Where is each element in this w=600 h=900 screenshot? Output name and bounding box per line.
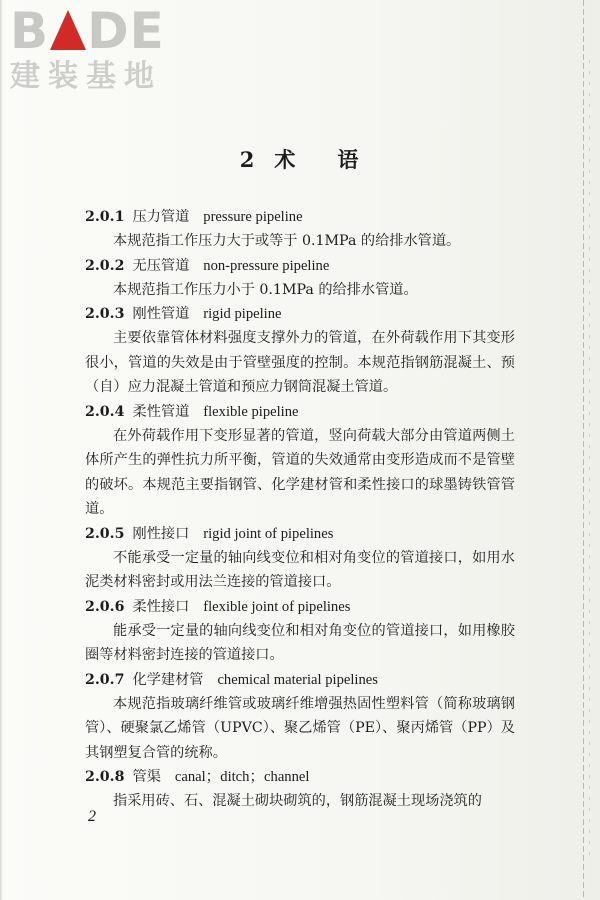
scan-edge-right-inner [589, 60, 590, 860]
chapter-number: 2 [239, 147, 257, 172]
clause-number: 2.0.1 [85, 209, 125, 225]
clause-term: 管渠 [132, 769, 161, 785]
clause [85, 522, 515, 595]
clause-term: 刚性管道 [132, 306, 190, 322]
clause-term: 压力管道 [132, 209, 190, 225]
clause-term-english: chemical material pipelines [217, 671, 378, 688]
clause [85, 668, 515, 766]
clause-definition: 本规范指玻璃纤维管或玻璃纤维增强热固性塑料管（简称玻璃钢管）、硬聚氯乙烯管（UPVC）、聚乙烯管（PE）、聚丙烯管（PP）及其钢塑复合管的统称。 [85, 695, 515, 761]
clause-heading [85, 668, 515, 692]
clause-heading [85, 302, 515, 326]
clause-term: 柔性接口 [132, 598, 190, 615]
clause-heading [85, 400, 515, 424]
clause-heading [85, 595, 515, 619]
clause-number: 2.0.2 [85, 257, 125, 274]
scan-edge-left [0, 0, 3, 900]
clause-definition: 本规范指工作压力大于或等于 0.1MPa 的给排水管道。 [113, 233, 461, 249]
logo-subtitle: 建装基地 [10, 59, 162, 94]
watermark-logo [10, 4, 165, 94]
scan-edge-right [583, 0, 584, 900]
clause [85, 400, 515, 522]
clause-term-english: flexible joint of pipelines [203, 598, 351, 615]
clause-definition: 主要依靠管体材料强度支撑外力的管道，在外荷载作用下其变形很小，管道的失效是由于管壁强度的控制。本规范指钢筋混凝土、预（自）应力混凝土管道和预应力钢筒混凝土管道。 [85, 330, 515, 395]
logo-wordmark: B DE [10, 2, 165, 60]
clause-term: 无压管道 [132, 257, 190, 274]
clause-heading [85, 765, 515, 789]
clause-number: 2.0.5 [85, 525, 125, 542]
clause [85, 254, 515, 303]
clause-definition: 不能承受一定量的轴向线变位和相对角变位的管道接口，如用水泥类材料密封或用法兰连接的管道接口。 [85, 549, 515, 590]
clause-number: 2.0.3 [85, 306, 125, 322]
clause-term-english: pressure pipeline [203, 209, 303, 225]
clause-term: 化学建材管 [132, 671, 204, 688]
chapter-heading [0, 144, 600, 174]
chapter-title-char-1: 术 [274, 147, 298, 172]
clause-term-english: canal；ditch；channel [174, 769, 310, 785]
clause-term: 刚性接口 [132, 525, 190, 542]
clause-number: 2.0.6 [85, 598, 125, 615]
clause-term-english: non-pressure pipeline [203, 257, 330, 274]
clause-term-english: flexible pipeline [203, 403, 299, 420]
clause-term-english: rigid pipeline [203, 306, 282, 322]
logo-triangle-icon [50, 10, 86, 50]
clause-number: 2.0.4 [85, 403, 125, 420]
clause-definition: 本规范指工作压力小于 0.1MPa 的给排水管道。 [113, 281, 418, 298]
clause [85, 205, 515, 254]
clause-heading [85, 522, 515, 546]
clause-definition: 在外荷载作用下变形显著的管道，竖向荷载大部分由管道两侧土体所产生的弹性抗力所平衡，管道的失效通常由变形造成而不是管壁的破坏。本规范主要指钢管、化学建材管和柔性接口的球墨铸铁管管道。 [85, 427, 515, 517]
clause-number: 2.0.7 [85, 671, 125, 688]
clause-number: 2.0.8 [85, 769, 125, 785]
clause [85, 302, 515, 400]
clause [85, 765, 515, 814]
clause-term: 柔性管道 [132, 403, 190, 420]
clause-term-english: rigid joint of pipelines [203, 525, 334, 542]
clause-definition: 指采用砖、石、混凝土砌块砌筑的，钢筋混凝土现场浇筑的 [113, 793, 482, 809]
clause-list [85, 205, 515, 814]
page-number: 2 [88, 808, 96, 825]
clause-definition: 能承受一定量的轴向线变位和相对角变位的管道接口，如用橡胶圈等材料密封连接的管道接口。 [85, 622, 515, 663]
clause-heading [85, 205, 515, 229]
clause-heading [85, 254, 515, 278]
clause [85, 595, 515, 668]
chapter-title-char-2: 语 [337, 147, 361, 172]
